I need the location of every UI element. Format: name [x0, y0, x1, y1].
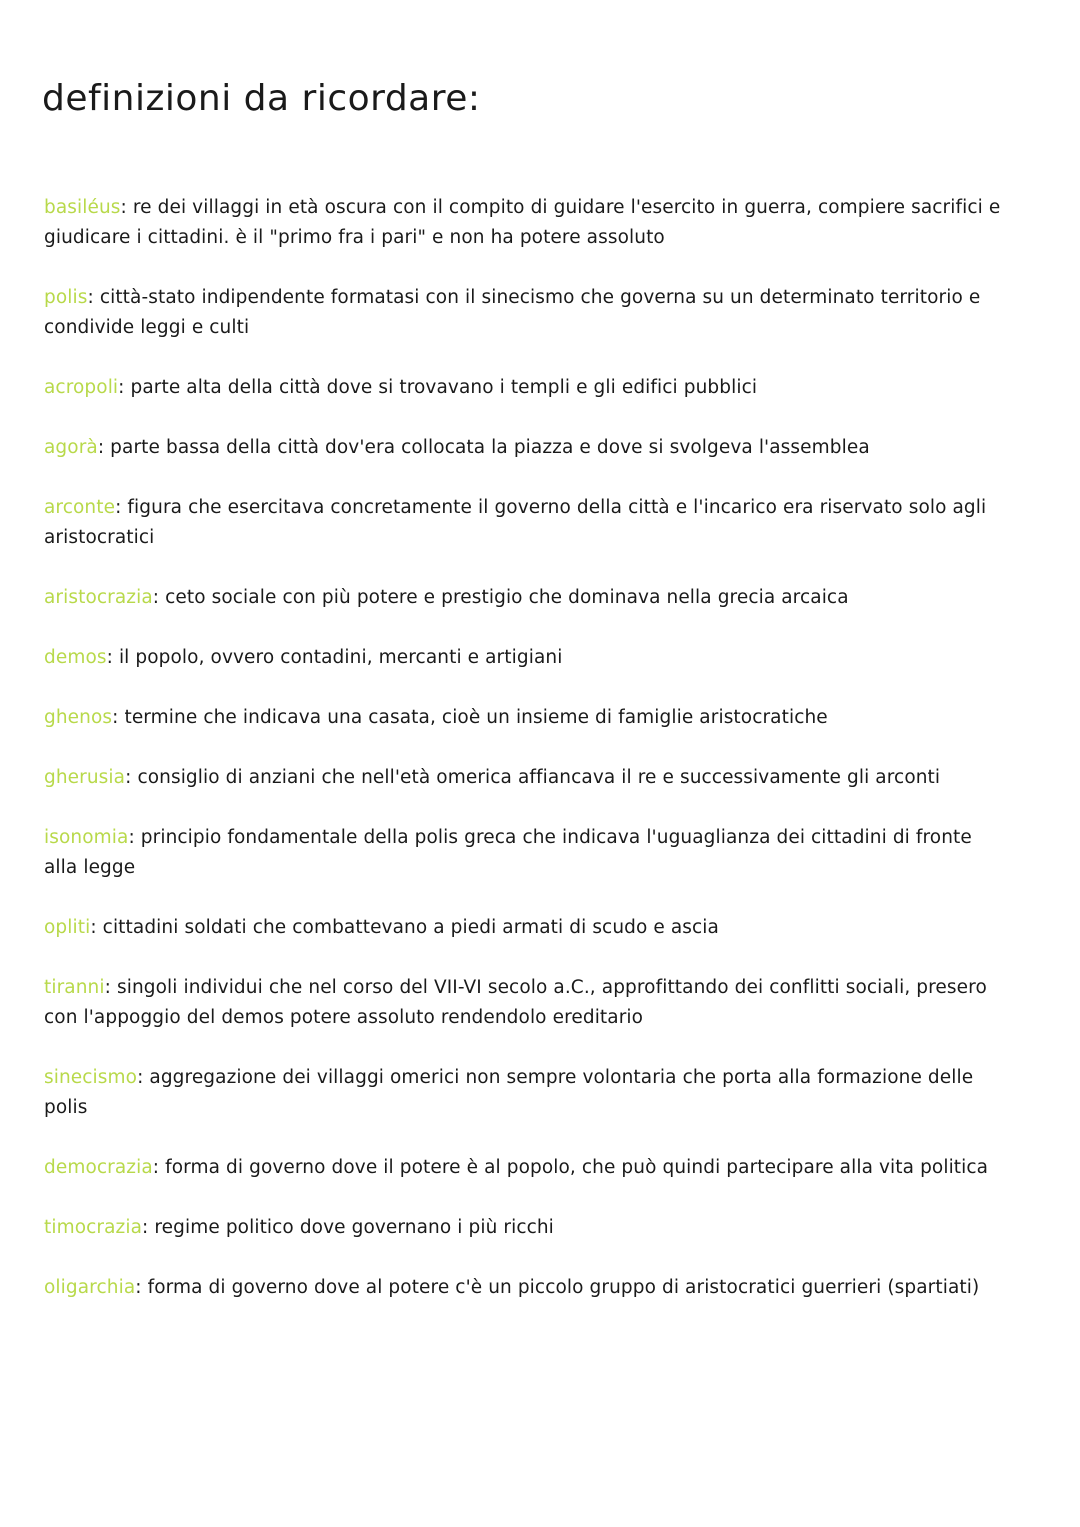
definition-text: re dei villaggi in età oscura con il compito di guidare l'esercito in guerra, compiere sacrifici e giudicare i cittadini. è il "primo fra i pari" e non ha potere assoluto [44, 197, 1001, 248]
definition-item: sinecismo: aggregazione dei villaggi omerici non sempre volontaria che porta alla formazione delle polis [44, 1067, 974, 1118]
definition-term: polis [44, 287, 88, 308]
definition-term: basiléus [44, 197, 121, 218]
definition-item: ghenos: termine che indicava una casata, cioè un insieme di famiglie aristocratiche [44, 707, 828, 728]
definition-term: tiranni [44, 977, 105, 998]
definition-item: oligarchia: forma di governo dove al potere c'è un piccolo gruppo di aristocratici guerrieri (spartiati) [44, 1277, 980, 1298]
definition-term: agorà [44, 437, 98, 458]
definition-item: tiranni: singoli individui che nel corso del VII-VI secolo a.C., approfittando dei conflitti sociali, presero con l'appoggio del demos potere assoluto rendendolo ereditario [44, 977, 987, 1028]
definition-term: aristocrazia [44, 587, 153, 608]
definition-item: basiléus: re dei villaggi in età oscura con il compito di guidare l'esercito in guerra, compiere sacrifici e giudicare i cittadini. è il "primo fra i pari" e non ha potere assoluto [44, 197, 1001, 248]
definition-text: forma di governo dove al potere c'è un piccolo gruppo di aristocratici guerrieri (spartiati) [147, 1277, 980, 1298]
definition-item: democrazia: forma di governo dove il potere è al popolo, che può quindi partecipare alla vita politica [44, 1157, 989, 1178]
definition-term: sinecismo [44, 1067, 138, 1088]
definition-term: democrazia [44, 1157, 153, 1178]
definition-term: oligarchia [44, 1277, 136, 1298]
definition-text: il popolo, ovvero contadini, mercanti e artigiani [118, 647, 563, 668]
definition-item: isonomia: principio fondamentale della polis greca che indicava l'uguaglianza dei cittadini di fronte alla legge [44, 827, 972, 878]
definition-term: timocrazia [44, 1217, 143, 1238]
definition-item: arconte: figura che esercitava concretamente il governo della città e l'incarico era riservato solo agli aristocratici [44, 497, 987, 548]
definition-text: ceto sociale con più potere e prestigio che dominava nella grecia arcaica [165, 587, 849, 608]
definition-item: agorà: parte bassa della città dov'era collocata la piazza e dove si svolgeva l'assemblea [44, 437, 870, 458]
definition-item: timocrazia: regime politico dove governano i più ricchi [44, 1217, 554, 1238]
definition-text: parte alta della città dove si trovavano i templi e gli edifici pubblici [130, 377, 758, 398]
definition-term: acropoli [44, 377, 119, 398]
definition-item: demos: il popolo, ovvero contadini, mercanti e artigiani [44, 647, 563, 668]
definition-text: parte bassa della città dov'era collocata la piazza e dove si svolgeva l'assemblea [110, 437, 870, 458]
definition-item: polis: città-stato indipendente formatasi con il sinecismo che governa su un determinato territorio e condivide leggi e culti [44, 287, 981, 338]
definition-item: acropoli: parte alta della città dove si trovavano i templi e gli edifici pubblici [44, 377, 758, 398]
definition-text: figura che esercitava concretamente il governo della città e l'incarico era riservato solo agli aristocratici [44, 497, 987, 548]
definition-term: arconte [44, 497, 116, 518]
definition-text: singoli individui che nel corso del VII-VI secolo a.C., approfittando dei conflitti sociali, presero con l'appoggio del demos potere assoluto rendendolo ereditario [44, 977, 987, 1028]
definition-term: opliti [44, 917, 91, 938]
definition-term: ghenos [44, 707, 113, 728]
definition-item: gherusia: consiglio di anziani che nell'età omerica affiancava il re e successivamente gli arconti [44, 767, 941, 788]
definition-item: aristocrazia: ceto sociale con più potere e prestigio che dominava nella grecia arcaica [44, 587, 849, 608]
page-title: definizioni da ricordare: [42, 78, 481, 119]
definition-item: opliti: cittadini soldati che combattevano a piedi armati di scudo e ascia [44, 917, 719, 938]
definition-text: aggregazione dei villaggi omerici non sempre volontaria che porta alla formazione delle polis [44, 1067, 974, 1118]
definition-term: demos [44, 647, 107, 668]
definition-text: principio fondamentale della polis greca che indicava l'uguaglianza dei cittadini di fronte alla legge [44, 827, 972, 878]
definition-term: isonomia [44, 827, 129, 848]
definition-text: città-stato indipendente formatasi con il sinecismo che governa su un determinato territorio e condivide leggi e culti [44, 287, 981, 338]
definition-text: forma di governo dove il potere è al popolo, che può quindi partecipare alla vita politica [165, 1157, 989, 1178]
definition-text: termine che indicava una casata, cioè un insieme di famiglie aristocratiche [124, 707, 828, 728]
definition-text: cittadini soldati che combattevano a piedi armati di scudo e ascia [102, 917, 719, 938]
definitions-list [44, 193, 1004, 1333]
definition-text: consiglio di anziani che nell'età omerica affiancava il re e successivamente gli arconti [137, 767, 941, 788]
definition-text: regime politico dove governano i più ricchi [154, 1217, 554, 1238]
definition-term: gherusia [44, 767, 126, 788]
